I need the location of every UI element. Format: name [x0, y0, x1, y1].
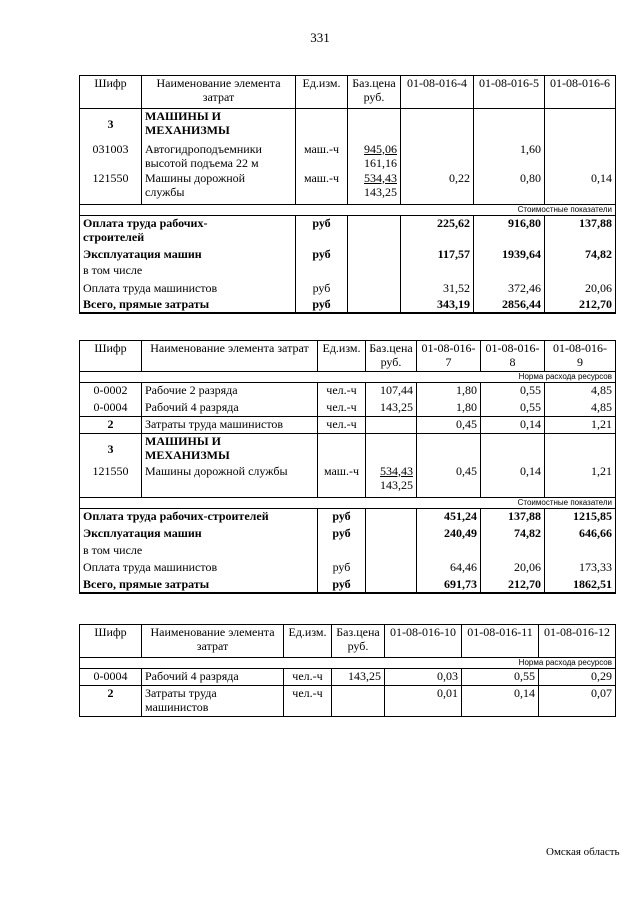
total-value: 20,06: [545, 281, 616, 297]
page-number: 331: [310, 30, 330, 45]
section-number: 3: [80, 109, 142, 139]
subheader-cost: Стоимостные показатели: [80, 205, 616, 216]
total-value: 137,88: [481, 509, 545, 526]
total-value: 372,46: [474, 281, 545, 297]
header-col: 01-08-016- 8: [481, 341, 545, 372]
row-price: [366, 417, 417, 434]
row-value: 0,55: [481, 383, 545, 400]
row-value: 0,29: [539, 669, 616, 686]
section-title: МАШИНЫ И МЕХАНИЗМЫ: [142, 109, 296, 139]
row-name: Машины дорожной службы: [142, 464, 318, 498]
total-row-labor: [80, 509, 616, 526]
header-col: 01-08-016-6: [545, 76, 616, 109]
total-value: 212,70: [481, 577, 545, 593]
row-value: 0,55: [462, 669, 539, 686]
row-unit: чел.-ч: [284, 669, 332, 686]
row-value: 1,80: [417, 383, 481, 400]
total-value: 64,46: [417, 560, 481, 577]
row-value: 0,01: [385, 686, 462, 717]
row-value: 0,45: [417, 464, 481, 498]
row-code: 121550: [80, 464, 142, 498]
table-row: [80, 417, 616, 434]
subheader-norm: Норма расхода ресурсов: [80, 658, 616, 669]
total-unit: руб: [296, 216, 348, 247]
section-number: 3: [80, 434, 142, 464]
header-col: 01-08-016-12: [539, 625, 616, 658]
header-col: 01-08-016- 7: [417, 341, 481, 372]
header-name: Наименование элемента затрат: [142, 625, 284, 658]
total-value: 343,19: [401, 297, 474, 313]
header-price: Баз.цена руб.: [366, 341, 417, 372]
header-code: Шифр: [80, 341, 142, 372]
including-label: в том числе: [80, 543, 318, 560]
header-col: 01-08-016-10: [385, 625, 462, 658]
total-value: 212,70: [545, 297, 616, 313]
total-value: 74,82: [481, 526, 545, 543]
row-name: Затраты труда машинистов: [142, 686, 284, 717]
section-row: [80, 434, 616, 464]
row-name: Рабочий 4 разряда: [142, 400, 318, 417]
total-row-operators: [80, 281, 616, 297]
total-value: 451,24: [417, 509, 481, 526]
row-unit: маш.-ч: [318, 464, 366, 498]
total-value: 240,49: [417, 526, 481, 543]
total-unit: руб: [318, 560, 366, 577]
table-header-row: [80, 625, 616, 658]
header-code: Шифр: [80, 625, 142, 658]
total-value: 916,80: [474, 216, 545, 247]
table-header-row: [80, 341, 616, 372]
row-value: 1,21: [545, 417, 616, 434]
row-unit: чел.-ч: [318, 400, 366, 417]
total-value: 691,73: [417, 577, 481, 593]
table-header-row: [80, 76, 616, 109]
total-name: Оплата труда машинистов: [80, 281, 296, 297]
row-value: 1,21: [545, 464, 616, 498]
row-name: Машины дорожной службы: [142, 171, 296, 205]
section-title: МАШИНЫ И МЕХАНИЗМЫ: [142, 434, 318, 464]
row-price: 945,06 161,16: [348, 139, 401, 171]
total-value: 2856,44: [474, 297, 545, 313]
row-unit: маш.-ч: [296, 171, 348, 205]
total-value: 225,62: [401, 216, 474, 247]
row-value: 0,55: [481, 400, 545, 417]
header-unit: Ед.изм.: [284, 625, 332, 658]
total-name: Оплата труда машинистов: [80, 560, 318, 577]
section-row: [80, 109, 616, 139]
row-value: 0,03: [385, 669, 462, 686]
header-name: Наименование элемента затрат: [142, 341, 318, 372]
header-col: 01-08-016-5: [474, 76, 545, 109]
row-name: Рабочий 4 разряда: [142, 669, 284, 686]
including-label: в том числе: [80, 263, 296, 281]
row-code: 0-0004: [80, 400, 142, 417]
row-code: 0-0002: [80, 383, 142, 400]
total-value: 20,06: [481, 560, 545, 577]
total-name: Эксплуатация машин: [80, 526, 318, 543]
including-row: [80, 263, 616, 281]
total-value: 31,52: [401, 281, 474, 297]
row-price: [332, 686, 385, 717]
row-value: 0,22: [401, 171, 474, 205]
header-col: 01-08-016-4: [401, 76, 474, 109]
row-unit: чел.-ч: [284, 686, 332, 717]
total-value: 173,33: [545, 560, 616, 577]
total-value: 117,57: [401, 247, 474, 263]
total-name: Всего, прямые затраты: [80, 577, 318, 593]
total-name: Оплата труда рабочих- строителей: [80, 216, 296, 247]
subheader-norm: Норма расхода ресурсов: [80, 372, 616, 383]
total-unit: руб: [318, 577, 366, 593]
total-name: Оплата труда рабочих-строителей: [80, 509, 318, 526]
total-unit: руб: [296, 281, 348, 297]
row-unit: чел.-ч: [318, 383, 366, 400]
row-name: Затраты труда машинистов: [142, 417, 318, 434]
header-col: 01-08-016- 9: [545, 341, 616, 372]
row-value: 0,07: [539, 686, 616, 717]
header-price: Баз.цена руб.: [348, 76, 401, 109]
total-value: 1939,64: [474, 247, 545, 263]
row-value: 4,85: [545, 400, 616, 417]
header-name: Наименование элемента затрат: [142, 76, 296, 109]
total-row-labor: [80, 216, 616, 247]
total-row-operators: [80, 560, 616, 577]
row-name: Автогидроподъемники высотой подъема 22 м: [142, 139, 296, 171]
region-footer: Омская область: [546, 846, 620, 858]
total-row-machines: [80, 526, 616, 543]
table-row: [80, 464, 616, 498]
row-value: 4,85: [545, 383, 616, 400]
table-row: [80, 171, 616, 205]
row-code: 121550: [80, 171, 142, 205]
row-code: 0-0004: [80, 669, 142, 686]
total-name: Эксплуатация машин: [80, 247, 296, 263]
row-value: [401, 139, 474, 171]
total-value: 74,82: [545, 247, 616, 263]
total-value: 1862,51: [545, 577, 616, 593]
row-value: 0,14: [462, 686, 539, 717]
resource-table-2: [79, 340, 616, 594]
table-row: [80, 139, 616, 171]
table-row: [80, 686, 616, 717]
header-col: 01-08-016-11: [462, 625, 539, 658]
row-value: 1,80: [417, 400, 481, 417]
row-code: 2: [80, 686, 142, 717]
total-unit: руб: [318, 509, 366, 526]
header-unit: Ед.изм.: [318, 341, 366, 372]
row-value: 1,60: [474, 139, 545, 171]
row-code: 2: [80, 417, 142, 434]
header-price: Баз.цена руб.: [332, 625, 385, 658]
row-unit: маш.-ч: [296, 139, 348, 171]
row-value: [545, 139, 616, 171]
row-price: 143,25: [366, 400, 417, 417]
total-unit: руб: [296, 247, 348, 263]
row-value: 0,45: [417, 417, 481, 434]
row-price: 107,44: [366, 383, 417, 400]
row-value: 0,14: [481, 464, 545, 498]
total-row-direct: [80, 577, 616, 593]
row-value: 0,14: [545, 171, 616, 205]
total-value: 137,88: [545, 216, 616, 247]
total-value: 1215,85: [545, 509, 616, 526]
total-value: 646,66: [545, 526, 616, 543]
resource-table-3: [79, 624, 616, 717]
resource-table-1: [79, 75, 616, 314]
row-name: Рабочие 2 разряда: [142, 383, 318, 400]
row-unit: чел.-ч: [318, 417, 366, 434]
row-price: 534,43 143,25: [366, 464, 417, 498]
table-row: [80, 400, 616, 417]
row-value: 0,80: [474, 171, 545, 205]
table-row: [80, 383, 616, 400]
total-row-direct: [80, 297, 616, 313]
total-name: Всего, прямые затраты: [80, 297, 296, 313]
row-code: 031003: [80, 139, 142, 171]
including-row: [80, 543, 616, 560]
row-value: 0,14: [481, 417, 545, 434]
total-row-machines: [80, 247, 616, 263]
header-unit: Ед.изм.: [296, 76, 348, 109]
row-price: 534,43 143,25: [348, 171, 401, 205]
total-unit: руб: [318, 526, 366, 543]
row-price: 143,25: [332, 669, 385, 686]
header-code: Шифр: [80, 76, 142, 109]
table-row: [80, 669, 616, 686]
total-unit: руб: [296, 297, 348, 313]
subheader-cost: Стоимостные показатели: [80, 498, 616, 509]
